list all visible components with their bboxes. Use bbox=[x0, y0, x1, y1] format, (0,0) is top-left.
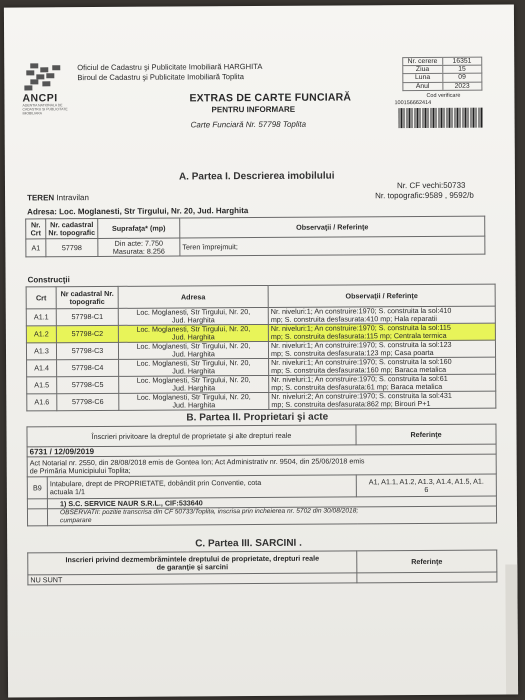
observatii-line: mp; S. construita desfasurata:115 mp; Centrala termica bbox=[270, 330, 447, 341]
row-crt: A1.2 bbox=[26, 326, 56, 343]
request-value: 2023 bbox=[454, 82, 470, 90]
cell: A1 bbox=[26, 239, 46, 257]
table-header-row bbox=[26, 216, 485, 239]
act-line: Act Notarial nr. 2550, din 28/08/2018 emis de Gontea Ion; Act Administrativ nr. 9504, din 25/06/2018 emis bbox=[29, 455, 365, 467]
request-value: 15 bbox=[458, 65, 466, 73]
surface-acte: Din acte: 7.750 bbox=[114, 238, 164, 248]
table-row bbox=[28, 572, 497, 585]
row-observatii bbox=[269, 391, 496, 409]
address-line: Loc. Moglanesti, Str Tirgului, Nr. 20, bbox=[136, 358, 251, 368]
reference-line: A1, A1.1, A1.2, A1.3, A1.4, A1.5, A1. bbox=[368, 476, 484, 486]
office-block bbox=[77, 62, 262, 83]
col-header: Referinţe bbox=[357, 550, 497, 573]
observatii-line: mp; S. construita desfasurata:410 mp; Hala reparatii bbox=[270, 313, 438, 324]
row-cadastral: 57798-C6 bbox=[57, 393, 119, 410]
cell: 57798 bbox=[46, 238, 98, 256]
cf-number-line: Carte Funciară Nr. 57798 Toplita bbox=[190, 119, 307, 130]
intabulare-line: actuala 1/1 bbox=[49, 486, 86, 496]
observatii-line: mp; S. construita desfasurata:61 mp; Baraca metalica bbox=[271, 381, 443, 392]
col-header: Înscrieri privitoare la dreptul de proprietate şi alte drepturi reale bbox=[27, 425, 356, 447]
cell bbox=[98, 238, 180, 257]
cf-vechi: Nr. CF vechi:50733 bbox=[396, 180, 466, 191]
entry-id: B9 bbox=[27, 477, 47, 499]
col-header: Nr cadastral Nr. topografic bbox=[56, 286, 118, 308]
document-subtitle: PENTRU INFORMARE bbox=[211, 104, 296, 115]
address-line: Loc. Moglanesti, Str Tirgului, Nr. 20, bbox=[136, 341, 251, 351]
row-address bbox=[119, 392, 269, 410]
intabulare-cell bbox=[47, 475, 356, 499]
row-address bbox=[118, 341, 268, 359]
observatii-line: OBSERVATII: pozitie transcrisa din CF 50733/Toplita, inscrisa prin incheierea nr. 5702 din 30/08/2018; bbox=[59, 507, 359, 517]
request-value: 09 bbox=[458, 73, 466, 81]
row-crt: A1.6 bbox=[27, 394, 57, 411]
act-line: de Primăria Municipiului Toplita; bbox=[29, 465, 131, 475]
observatii-line: Nr. niveluri:2; An construire:1970; S. construita la sol:431 bbox=[271, 390, 452, 401]
observatii-line: mp; S. construita desfasurata:123 mp; Casa poarta bbox=[270, 347, 434, 358]
sarcini-table bbox=[27, 550, 497, 586]
table-row bbox=[26, 236, 485, 257]
cell: Teren împrejmuit; bbox=[180, 236, 485, 256]
request-label: Anul bbox=[403, 83, 443, 91]
address-line: Jud. Harghita bbox=[172, 400, 216, 410]
logo-subtext: AGENTIA NATIONALA DE CADASTRU SI PUBLICITATE IMOBILIARA bbox=[22, 103, 68, 116]
address-line: Jud. Harghita bbox=[172, 366, 216, 376]
logo-text: ANCPI bbox=[22, 92, 58, 105]
teren-type: Intravilan bbox=[56, 193, 89, 203]
request-row bbox=[402, 82, 482, 91]
cell bbox=[27, 499, 47, 509]
nu-sunt-cell: NU SUNT bbox=[28, 573, 357, 585]
verification-code-value: 100156662414 bbox=[394, 99, 432, 107]
address-line: Jud. Harghita bbox=[172, 383, 216, 393]
table-header-row bbox=[28, 550, 497, 575]
row-cadastral: 57798-C3 bbox=[56, 342, 118, 359]
col-header bbox=[28, 551, 357, 575]
address-line: Loc. Moglanesti, Str Tirgului, Nr. 20, bbox=[136, 307, 251, 317]
row-observatii bbox=[268, 340, 495, 358]
office-line-2: Biroul de Cadastru şi Publicitate Imobiliară Toplita bbox=[77, 72, 244, 83]
section-b-title: B. Partea II. Proprietari şi acte bbox=[186, 411, 329, 424]
teren-table bbox=[25, 216, 485, 258]
address-line: Loc. Moglanesti, Str Tirgului, Nr. 20, bbox=[136, 392, 251, 402]
header-line: Inscrieri privind dezmembrămintele dreptului de proprietate, drepturi reale bbox=[65, 553, 320, 564]
row-crt: A1.4 bbox=[27, 360, 57, 377]
section-a-title: A. Partea I. Descrierea imobilului bbox=[178, 170, 335, 183]
observatii-line: Nr. niveluri:1; An construire:1970; S. construita la sol:410 bbox=[270, 305, 452, 316]
col-header: Observaţii / Referinţe bbox=[268, 284, 495, 307]
row-cadastral: 57798-C5 bbox=[57, 376, 119, 393]
address-line: Loc. Moglanesti, Str Tirgului, Nr. 20, bbox=[136, 324, 251, 334]
intabulare-line: Intabulare, drept de PROPRIETATE, dobândit prin Conventie, cota bbox=[49, 477, 262, 488]
request-label: Ziua bbox=[403, 65, 443, 73]
table-row bbox=[27, 506, 496, 526]
row-cadastral: 57798-C2 bbox=[56, 325, 118, 342]
observatii-line: cumparare bbox=[60, 517, 92, 525]
surface-measured: Masurata: 8.256 bbox=[112, 246, 165, 256]
col-header: Adresa bbox=[118, 285, 268, 308]
col-header: Observaţii / Referinţe bbox=[180, 216, 485, 238]
entry-date: 6731 / 12/09/2019 bbox=[27, 444, 496, 457]
table-row bbox=[27, 474, 496, 499]
address-line: Jud. Harghita bbox=[172, 332, 215, 342]
row-observatii bbox=[268, 323, 495, 341]
barcode bbox=[399, 108, 483, 129]
owner-name: 1) S.C. SERVICE NAUR S.R.L., CIF:533640 bbox=[47, 496, 496, 509]
request-label: Nr. cerere bbox=[403, 58, 443, 65]
cell bbox=[27, 509, 47, 526]
cell bbox=[357, 572, 497, 583]
observatii-line: mp; S. construita desfasurata:160 mp; Baraca metalica bbox=[271, 364, 447, 375]
row-crt: A1.1 bbox=[26, 309, 56, 326]
col-header: Crt bbox=[26, 287, 56, 309]
observatii-line: Nr. niveluri:1; An construire:1970; S. construita la sol:123 bbox=[270, 339, 452, 350]
observatii-line: Nr. niveluri:1; An construire:1970; S. construita la sol:115 bbox=[270, 322, 451, 333]
document-page bbox=[4, 4, 518, 697]
row-crt: A1.5 bbox=[27, 377, 57, 394]
observatii-line: Nr. niveluri:1; An construire:1970; S. construita la sol:160 bbox=[271, 356, 452, 367]
teren-heading: TEREN bbox=[27, 193, 55, 203]
row-cadastral: 57798-C4 bbox=[57, 359, 119, 376]
address-line: Jud. Harghita bbox=[172, 349, 215, 359]
teren-label bbox=[27, 193, 89, 202]
header-line: de garanţie şi sarcini bbox=[156, 561, 229, 572]
observatii-cell bbox=[47, 506, 496, 526]
constructii-table bbox=[26, 284, 497, 412]
table-row bbox=[27, 391, 496, 411]
col-header: Nr. cadastral Nr. topografic bbox=[46, 218, 98, 238]
row-observatii bbox=[269, 374, 496, 392]
address-line: Jud. Harghita bbox=[171, 315, 215, 325]
row-address bbox=[119, 358, 269, 376]
references-cell bbox=[356, 474, 496, 497]
observatii-line: mp; S. construita desfasurata:862 mp; Birouri P+1 bbox=[271, 398, 431, 409]
proprietari-table bbox=[26, 424, 497, 527]
observatii-line: Nr. niveluri:1; An construire:1970; S. construita la sol:61 bbox=[271, 373, 448, 384]
row-observatii bbox=[268, 306, 495, 324]
request-box bbox=[402, 57, 482, 92]
nr-topografic: Nr. topografic:9589 , 9592/b bbox=[375, 190, 474, 201]
row-address bbox=[118, 324, 268, 342]
row-address bbox=[119, 375, 269, 393]
row-crt: A1.3 bbox=[26, 343, 56, 360]
address-line: Loc. Moglanesti, Str Tirgului, Nr. 20, bbox=[136, 375, 251, 385]
constructii-label: Construcţii bbox=[27, 275, 70, 285]
page-edge bbox=[505, 564, 518, 694]
teren-address: Adresa: Loc. Moglanesti, Str Tirgului, Nr. 20, Jud. Harghita bbox=[27, 206, 249, 217]
col-header: Referinţe bbox=[356, 424, 496, 445]
request-label: Luna bbox=[403, 74, 443, 82]
verification-code-label: Cod verificare bbox=[426, 92, 461, 99]
col-header: Nr. Crt bbox=[26, 219, 46, 239]
request-value: 16351 bbox=[452, 57, 472, 65]
document-title: EXTRAS DE CARTE FUNCIARĂ bbox=[189, 91, 352, 105]
office-line-1: Oficiul de Cadastru şi Publicitate Imobiliară HARGHITA bbox=[77, 61, 263, 73]
row-observatii bbox=[269, 357, 496, 375]
reference-line: 6 bbox=[424, 484, 429, 494]
section-c-title: C. Partea III. SARCINI . bbox=[195, 537, 302, 550]
row-address bbox=[118, 307, 268, 325]
row-cadastral: 57798-C1 bbox=[56, 308, 118, 325]
col-header: Suprafaţa* (mp) bbox=[98, 218, 180, 239]
